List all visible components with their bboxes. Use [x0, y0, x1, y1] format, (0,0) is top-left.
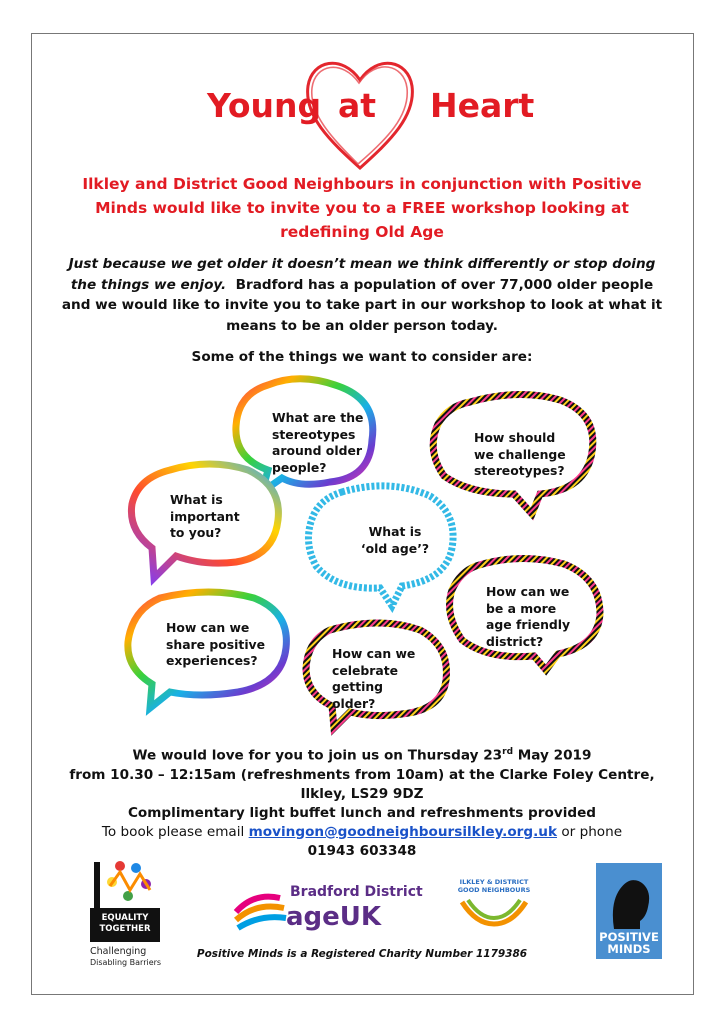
- equality-together-logo: [90, 856, 170, 967]
- consider-heading: Some of the things we want to consider are:: [191, 349, 533, 365]
- equality-caption: [90, 946, 170, 968]
- age-uk-district: Bradford District: [290, 884, 423, 900]
- equality-caption-1: Challenging: [90, 946, 147, 957]
- date-line-pre: We would love for you to join us on Thursday 23: [132, 747, 503, 764]
- bubble-challenge: How should we challenge stereotypes?: [474, 430, 566, 478]
- address-line: Ilkley, LS29 9DZ: [300, 785, 424, 802]
- date-line: [40, 743, 684, 766]
- lunch-line: Complimentary light buffet lunch and refreshments provided: [127, 804, 597, 821]
- booking-pre: To book please email: [101, 823, 249, 840]
- positive-minds-text: POSITIVE MINDS: [599, 930, 659, 956]
- bubble-celebrate: How can we celebrate getting older?: [332, 646, 416, 711]
- event-details: [40, 743, 684, 861]
- equality-caption-2: Disabling Barriers: [90, 958, 162, 967]
- good-neighbours-text: ILKLEY & DISTRICT GOOD NEIGHBOURS: [457, 878, 531, 894]
- date-line-sup: rd: [502, 747, 514, 757]
- equality-people-icon: [90, 856, 160, 908]
- bubble-stereotypes: What are the stereotypes around older people?: [272, 410, 364, 475]
- email-link[interactable]: movingon@goodneighboursilkley.org.uk: [248, 823, 558, 840]
- good-neighbours-logo: [456, 878, 532, 928]
- bubble-age-friendly: How can we be a more age friendly district?: [486, 584, 571, 649]
- bubble-old-age: What is ‘old age’?: [360, 524, 430, 556]
- title-young: Young: [207, 86, 322, 125]
- title-heart: Heart: [430, 86, 535, 125]
- charity-number: Positive Minds is a Registered Charity Number 1179386: [196, 948, 528, 960]
- intro-text: Ilkley and District Good Neighbours in conjunction with Positive Minds would like to invite you to a FREE workshop looking at redefining Old Age: [82, 175, 642, 241]
- booking-line: [40, 823, 684, 842]
- bubble-important: What is important to you?: [170, 492, 240, 540]
- positive-minds-logo: [596, 863, 662, 959]
- phone-number: 01943 603348: [307, 842, 417, 859]
- bubble-share: How can we share positive experiences?: [166, 620, 266, 668]
- head-silhouette-icon: [596, 863, 662, 933]
- age-uk-logo: [230, 880, 430, 940]
- date-line-post: May 2019: [513, 747, 592, 764]
- age-uk-swoosh-icon: [230, 886, 290, 936]
- equality-box: EQUALITY TOGETHER: [90, 908, 160, 942]
- age-uk-wordmark: ageUK: [286, 902, 382, 932]
- booking-post: or phone: [557, 823, 623, 840]
- title-at: at: [338, 86, 377, 125]
- paragraph-italic: Just because we get older it doesn’t mean we think differently or stop doing the things we enjoy.: [68, 256, 656, 293]
- time-venue-line: from 10.30 – 12:15am (refreshments from 10am) at the Clarke Foley Centre,: [69, 766, 655, 783]
- paragraph-normal: Bradford has a population of over 77,000 older people and we would like to invite you to take part in our workshop to look at what it means to be an older person today.: [61, 276, 663, 334]
- hands-icon: [456, 894, 532, 928]
